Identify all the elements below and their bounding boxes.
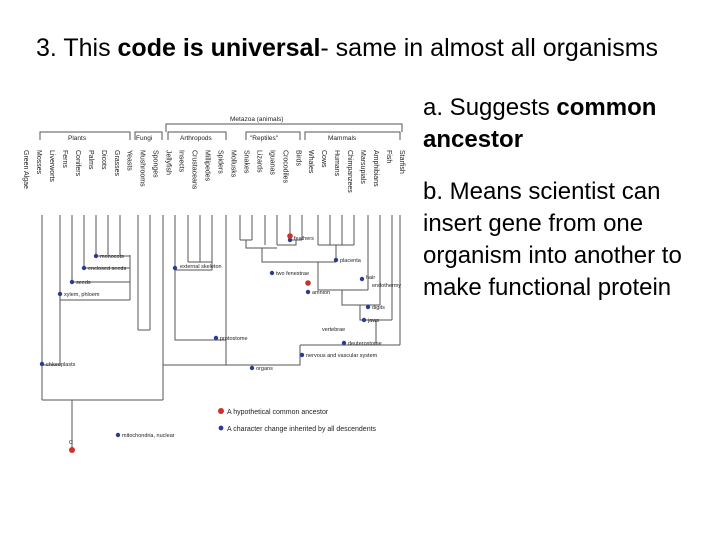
taxon-label: Insects (177, 150, 185, 173)
label-placenta: placenta (340, 258, 361, 264)
label-hair: hair (366, 275, 376, 281)
taxon-label: Birds (294, 150, 302, 166)
label-jaws: jaws (368, 318, 380, 324)
character-node (362, 318, 366, 322)
character-node (360, 277, 364, 281)
character-node (306, 290, 310, 294)
legend-ancestor: A hypothetical common ancestor (227, 409, 329, 416)
taxon-label: Ferns (60, 150, 68, 168)
label-mitochondria: mitochondria, nuclear (122, 433, 175, 439)
taxon-label: Dicots (99, 150, 107, 170)
taxon-label: Palms (86, 150, 94, 170)
label-monocots: monocots (100, 254, 124, 260)
legend-character-icon (219, 426, 224, 431)
character-node (173, 266, 177, 270)
group-metazoa: Metazoa (animals) (230, 116, 284, 123)
taxon-label: Whales (307, 150, 315, 174)
taxon-label: Fish (385, 150, 393, 164)
ancestor-node (287, 233, 293, 239)
taxon-label: Spiders (216, 150, 224, 174)
label-seeds: seeds (76, 280, 91, 286)
label-two-fenestrae: two fenestrae (276, 271, 310, 277)
character-node (250, 366, 254, 370)
group-arthropods: Arthropods (180, 135, 212, 142)
label-feathers: feathers (294, 236, 314, 242)
label-amnion: amnion (312, 290, 331, 296)
character-node (116, 433, 120, 437)
legend-ancestor-icon (218, 408, 224, 414)
label-root: C (69, 440, 73, 446)
label-organs: organs (256, 366, 273, 372)
group-reptiles: "Reptiles" (250, 135, 279, 142)
taxon-label: Jellyfish (164, 150, 172, 175)
point-a-bold: common ancestor (423, 94, 657, 153)
group-labels (68, 116, 357, 142)
taxon-label: Lizards (255, 150, 263, 173)
character-node (94, 254, 98, 258)
taxon-label: Iguanas (268, 150, 276, 175)
label-protostome: protostome (220, 336, 248, 342)
point-b: b. Means scientist can insert gene from one organism into another to make functional protein (423, 178, 682, 301)
label-deuterostome: deuterostome (348, 341, 382, 347)
taxon-label: Mosses (34, 150, 42, 175)
taxon-label: Chimpanzees (346, 150, 354, 193)
label-digits: digits (372, 305, 385, 311)
taxon-label: Crustaceans (190, 150, 198, 190)
point-a-prefix: a. Suggests (423, 94, 557, 121)
taxon-label: Cows (320, 150, 328, 168)
taxon-label: Starfish (398, 150, 405, 174)
legend-character: A character change inherited by all descendents (227, 426, 377, 433)
taxon-label: Sponges (151, 150, 159, 178)
group-plants: Plants (68, 135, 87, 142)
title-prefix: 3. This (36, 34, 118, 62)
character-node (270, 271, 274, 275)
ancestor-node (69, 447, 75, 453)
taxon-label: Mollusks (229, 150, 237, 178)
character-node (334, 258, 338, 262)
taxon-label: Grasses (112, 150, 120, 177)
label-nervous-system: nervous and vascular system (306, 353, 378, 359)
character-node (70, 280, 74, 284)
tree-legend (218, 408, 377, 433)
ancestor-node (305, 280, 311, 286)
label-vertebrae: vertebrae (322, 327, 346, 333)
title-suffix: - same in almost all organisms (320, 34, 659, 62)
group-fungi: Fungi (136, 135, 153, 142)
label-enclosed-seeds: enclosed seeds (88, 266, 127, 272)
label-endothermy: endothermy (372, 283, 402, 289)
character-node (366, 305, 370, 309)
taxon-label: Green Algae (22, 150, 29, 189)
title-bold: code is universal (117, 34, 321, 62)
label-chloroplasts: chloroplasts (46, 362, 76, 368)
taxa-labels (22, 150, 405, 193)
taxon-label: Humans (333, 150, 341, 177)
character-node (58, 292, 62, 296)
taxon-label: Liverworts (47, 150, 55, 182)
taxon-label: Marsupials (359, 150, 367, 184)
character-node (40, 362, 44, 366)
taxon-label: Yeasts (125, 150, 133, 171)
character-node (342, 341, 346, 345)
character-node (300, 353, 304, 357)
label-external-skeleton: external skeleton (180, 264, 222, 270)
character-node (214, 336, 218, 340)
taxon-label: Conifers (73, 150, 81, 177)
taxon-label: Millipedes (203, 150, 211, 182)
taxon-label: Crocodiles (281, 150, 289, 184)
taxon-label: Snakes (242, 150, 250, 174)
label-xylem: xylem, phloem (64, 292, 100, 298)
taxon-label: Amphibians (372, 150, 380, 187)
character-labels (46, 236, 401, 446)
taxon-label: Mushrooms (138, 150, 146, 187)
character-node (82, 266, 86, 270)
group-mammals: Mammals (328, 135, 357, 142)
